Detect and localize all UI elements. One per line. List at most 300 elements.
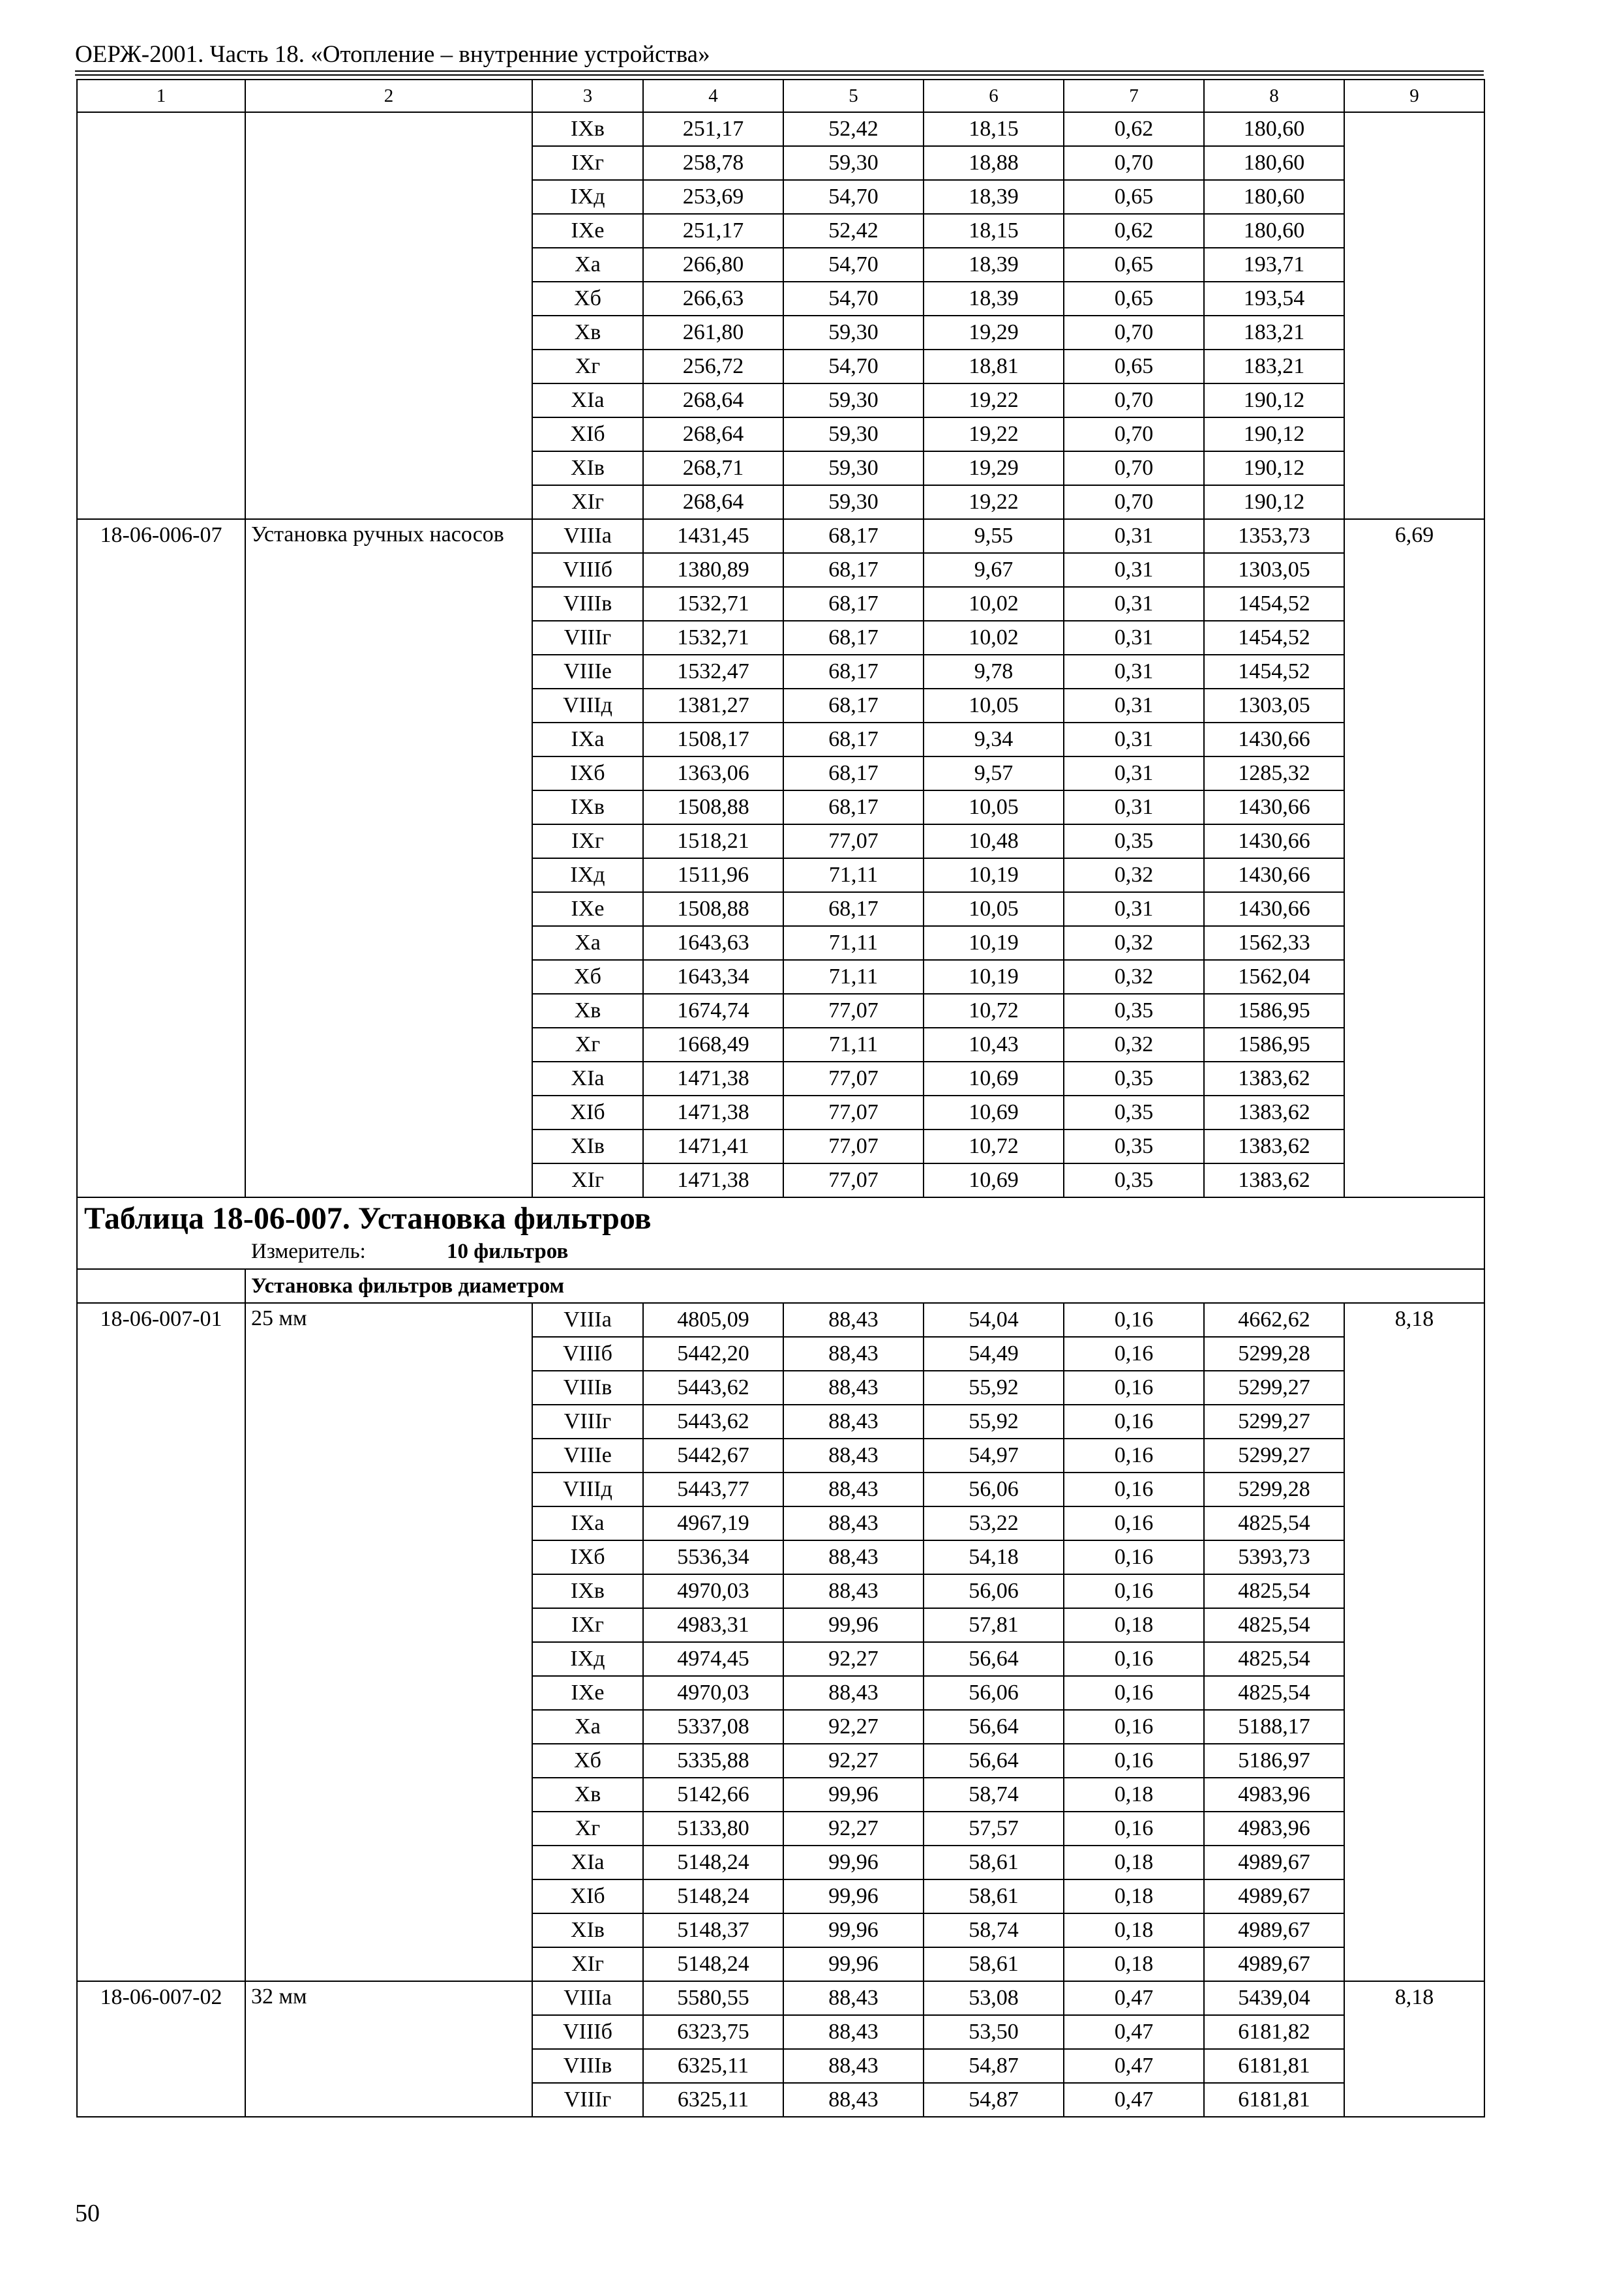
table-title-row bbox=[77, 1197, 1484, 1269]
rate-code bbox=[77, 112, 245, 519]
driver-wage-cell: 0,16 bbox=[1064, 1540, 1204, 1574]
machine-cost-cell: 58,74 bbox=[924, 1778, 1064, 1812]
region-cell: Xв bbox=[532, 994, 643, 1028]
driver-wage-cell: 0,35 bbox=[1064, 1163, 1204, 1197]
region-cell: VIIIб bbox=[532, 2015, 643, 2049]
driver-wage-cell: 0,35 bbox=[1064, 1130, 1204, 1163]
machine-cost-cell: 10,48 bbox=[924, 824, 1064, 858]
wage-cell: 88,43 bbox=[783, 1540, 924, 1574]
driver-wage-cell: 0,16 bbox=[1064, 1642, 1204, 1676]
materials-cost-cell: 6181,81 bbox=[1204, 2083, 1344, 2117]
materials-cost-cell: 4989,67 bbox=[1204, 1913, 1344, 1947]
column-number: 6 bbox=[924, 80, 1064, 112]
wage-cell: 71,11 bbox=[783, 858, 924, 892]
machine-cost-cell: 58,74 bbox=[924, 1913, 1064, 1947]
wage-cell: 88,43 bbox=[783, 2015, 924, 2049]
materials-cost-cell: 1430,66 bbox=[1204, 892, 1344, 926]
direct-cost-cell: 261,80 bbox=[643, 316, 783, 350]
table-row bbox=[77, 1303, 1484, 1337]
machine-cost-cell: 53,22 bbox=[924, 1506, 1064, 1540]
driver-wage-cell: 0,47 bbox=[1064, 2049, 1204, 2083]
header-rule-bottom bbox=[75, 74, 1484, 76]
materials-cost-cell: 5299,27 bbox=[1204, 1371, 1344, 1405]
driver-wage-cell: 0,62 bbox=[1064, 214, 1204, 248]
driver-wage-cell: 0,31 bbox=[1064, 689, 1204, 723]
rate-code: 18-06-007-01 bbox=[77, 1303, 245, 1981]
materials-cost-cell: 4825,54 bbox=[1204, 1676, 1344, 1710]
work-name bbox=[245, 112, 532, 519]
wage-cell: 59,30 bbox=[783, 485, 924, 519]
materials-cost-cell: 190,12 bbox=[1204, 383, 1344, 417]
machine-cost-cell: 10,69 bbox=[924, 1163, 1064, 1197]
direct-cost-cell: 1508,88 bbox=[643, 892, 783, 926]
wage-cell: 59,30 bbox=[783, 316, 924, 350]
wage-cell: 88,43 bbox=[783, 1405, 924, 1439]
machine-cost-cell: 56,64 bbox=[924, 1744, 1064, 1778]
materials-cost-cell: 1454,52 bbox=[1204, 655, 1344, 689]
driver-wage-cell: 0,16 bbox=[1064, 1676, 1204, 1710]
column-number: 9 bbox=[1344, 80, 1484, 112]
column-number: 7 bbox=[1064, 80, 1204, 112]
region-cell: Xг bbox=[532, 1812, 643, 1846]
direct-cost-cell: 266,80 bbox=[643, 248, 783, 282]
driver-wage-cell: 0,16 bbox=[1064, 1405, 1204, 1439]
direct-cost-cell: 1643,34 bbox=[643, 960, 783, 994]
materials-cost-cell: 5299,28 bbox=[1204, 1473, 1344, 1506]
materials-cost-cell: 183,21 bbox=[1204, 316, 1344, 350]
machine-cost-cell: 54,87 bbox=[924, 2083, 1064, 2117]
direct-cost-cell: 5148,24 bbox=[643, 1846, 783, 1879]
driver-wage-cell: 0,35 bbox=[1064, 1096, 1204, 1130]
wage-cell: 68,17 bbox=[783, 655, 924, 689]
driver-wage-cell: 0,65 bbox=[1064, 282, 1204, 316]
machine-cost-cell: 19,22 bbox=[924, 417, 1064, 451]
header-rule-top bbox=[75, 70, 1484, 72]
wage-cell: 68,17 bbox=[783, 892, 924, 926]
wage-cell: 54,70 bbox=[783, 248, 924, 282]
materials-cost-cell: 1285,32 bbox=[1204, 756, 1344, 790]
direct-cost-cell: 5142,66 bbox=[643, 1778, 783, 1812]
driver-wage-cell: 0,16 bbox=[1064, 1506, 1204, 1540]
region-cell: IXг bbox=[532, 146, 643, 180]
materials-cost-cell: 4989,67 bbox=[1204, 1846, 1344, 1879]
materials-cost-cell: 1430,66 bbox=[1204, 858, 1344, 892]
region-cell: VIIIг bbox=[532, 621, 643, 655]
machine-cost-cell: 10,19 bbox=[924, 960, 1064, 994]
direct-cost-cell: 1471,38 bbox=[643, 1096, 783, 1130]
machine-cost-cell: 57,57 bbox=[924, 1812, 1064, 1846]
region-cell: XIв bbox=[532, 1130, 643, 1163]
driver-wage-cell: 0,16 bbox=[1064, 1812, 1204, 1846]
driver-wage-cell: 0,18 bbox=[1064, 1947, 1204, 1981]
region-cell: VIIIд bbox=[532, 689, 643, 723]
direct-cost-cell: 5536,34 bbox=[643, 1540, 783, 1574]
region-cell: XIг bbox=[532, 485, 643, 519]
direct-cost-cell: 1471,41 bbox=[643, 1130, 783, 1163]
direct-cost-cell: 6323,75 bbox=[643, 2015, 783, 2049]
driver-wage-cell: 0,16 bbox=[1064, 1473, 1204, 1506]
materials-cost-cell: 190,12 bbox=[1204, 485, 1344, 519]
driver-wage-cell: 0,65 bbox=[1064, 350, 1204, 383]
machine-cost-cell: 19,22 bbox=[924, 485, 1064, 519]
region-cell: Xа bbox=[532, 248, 643, 282]
direct-cost-cell: 5335,88 bbox=[643, 1744, 783, 1778]
region-cell: Xб bbox=[532, 1744, 643, 1778]
machine-cost-cell: 54,49 bbox=[924, 1337, 1064, 1371]
region-cell: XIа bbox=[532, 383, 643, 417]
wage-cell: 88,43 bbox=[783, 1981, 924, 2015]
materials-cost-cell: 5188,17 bbox=[1204, 1710, 1344, 1744]
machine-cost-cell: 18,15 bbox=[924, 112, 1064, 146]
driver-wage-cell: 0,35 bbox=[1064, 1062, 1204, 1096]
direct-cost-cell: 268,71 bbox=[643, 451, 783, 485]
column-number: 3 bbox=[532, 80, 643, 112]
driver-wage-cell: 0,16 bbox=[1064, 1710, 1204, 1744]
machine-cost-cell: 18,88 bbox=[924, 146, 1064, 180]
wage-cell: 77,07 bbox=[783, 1163, 924, 1197]
direct-cost-cell: 1674,74 bbox=[643, 994, 783, 1028]
region-cell: VIIIг bbox=[532, 2083, 643, 2117]
direct-cost-cell: 1471,38 bbox=[643, 1163, 783, 1197]
wage-cell: 88,43 bbox=[783, 1371, 924, 1405]
machine-cost-cell: 10,69 bbox=[924, 1096, 1064, 1130]
meter-label: Измеритель: bbox=[251, 1240, 366, 1263]
materials-cost-cell: 1353,73 bbox=[1204, 519, 1344, 553]
direct-cost-cell: 268,64 bbox=[643, 417, 783, 451]
wage-cell: 92,27 bbox=[783, 1642, 924, 1676]
rate-code: 18-06-007-02 bbox=[77, 1981, 245, 2117]
region-cell: Xб bbox=[532, 960, 643, 994]
direct-cost-cell: 1518,21 bbox=[643, 824, 783, 858]
wage-cell: 68,17 bbox=[783, 621, 924, 655]
direct-cost-cell: 1532,71 bbox=[643, 587, 783, 621]
wage-cell: 92,27 bbox=[783, 1710, 924, 1744]
direct-cost-cell: 1508,17 bbox=[643, 723, 783, 756]
wage-cell: 71,11 bbox=[783, 926, 924, 960]
wage-cell: 71,11 bbox=[783, 960, 924, 994]
machine-cost-cell: 10,19 bbox=[924, 858, 1064, 892]
direct-cost-cell: 5443,62 bbox=[643, 1371, 783, 1405]
column-number: 4 bbox=[643, 80, 783, 112]
direct-cost-cell: 5133,80 bbox=[643, 1812, 783, 1846]
materials-cost-cell: 183,21 bbox=[1204, 350, 1344, 383]
materials-cost-cell: 1383,62 bbox=[1204, 1096, 1344, 1130]
materials-cost-cell: 5186,97 bbox=[1204, 1744, 1344, 1778]
wage-cell: 59,30 bbox=[783, 383, 924, 417]
driver-wage-cell: 0,32 bbox=[1064, 858, 1204, 892]
materials-cost-cell: 1586,95 bbox=[1204, 1028, 1344, 1062]
driver-wage-cell: 0,18 bbox=[1064, 1879, 1204, 1913]
machine-cost-cell: 54,04 bbox=[924, 1303, 1064, 1337]
driver-wage-cell: 0,65 bbox=[1064, 180, 1204, 214]
direct-cost-cell: 1471,38 bbox=[643, 1062, 783, 1096]
driver-wage-cell: 0,31 bbox=[1064, 723, 1204, 756]
wage-cell: 68,17 bbox=[783, 587, 924, 621]
driver-wage-cell: 0,31 bbox=[1064, 553, 1204, 587]
machine-cost-cell: 10,72 bbox=[924, 994, 1064, 1028]
machine-cost-cell: 18,81 bbox=[924, 350, 1064, 383]
wage-cell: 77,07 bbox=[783, 1130, 924, 1163]
wage-cell: 59,30 bbox=[783, 417, 924, 451]
machine-cost-cell: 10,02 bbox=[924, 621, 1064, 655]
column-number: 5 bbox=[783, 80, 924, 112]
labor-coefficient: 6,69 bbox=[1344, 519, 1484, 1197]
page-number: 50 bbox=[75, 2200, 100, 2227]
region-cell: IXе bbox=[532, 1676, 643, 1710]
direct-cost-cell: 5442,67 bbox=[643, 1439, 783, 1473]
driver-wage-cell: 0,47 bbox=[1064, 2015, 1204, 2049]
table-row bbox=[77, 519, 1484, 553]
materials-cost-cell: 5299,27 bbox=[1204, 1439, 1344, 1473]
table-title-cell bbox=[77, 1197, 1484, 1269]
machine-cost-cell: 18,39 bbox=[924, 282, 1064, 316]
machine-cost-cell: 56,06 bbox=[924, 1574, 1064, 1608]
materials-cost-cell: 1303,05 bbox=[1204, 689, 1344, 723]
wage-cell: 99,96 bbox=[783, 1947, 924, 1981]
region-cell: IXб bbox=[532, 756, 643, 790]
wage-cell: 92,27 bbox=[783, 1812, 924, 1846]
machine-cost-cell: 19,22 bbox=[924, 383, 1064, 417]
machine-cost-cell: 55,92 bbox=[924, 1405, 1064, 1439]
machine-cost-cell: 10,05 bbox=[924, 689, 1064, 723]
region-cell: IXб bbox=[532, 1540, 643, 1574]
direct-cost-cell: 1381,27 bbox=[643, 689, 783, 723]
wage-cell: 68,17 bbox=[783, 553, 924, 587]
machine-cost-cell: 53,08 bbox=[924, 1981, 1064, 2015]
work-name: Установка ручных насосов bbox=[245, 519, 532, 1197]
region-cell: VIIIд bbox=[532, 1473, 643, 1506]
price-table bbox=[76, 79, 1485, 2117]
materials-cost-cell: 5439,04 bbox=[1204, 1981, 1344, 2015]
materials-cost-cell: 1562,04 bbox=[1204, 960, 1344, 994]
wage-cell: 99,96 bbox=[783, 1608, 924, 1642]
materials-cost-cell: 4989,67 bbox=[1204, 1947, 1344, 1981]
driver-wage-cell: 0,32 bbox=[1064, 1028, 1204, 1062]
direct-cost-cell: 5148,24 bbox=[643, 1947, 783, 1981]
wage-cell: 88,43 bbox=[783, 1439, 924, 1473]
meter-line bbox=[84, 1237, 1477, 1268]
region-cell: XIа bbox=[532, 1846, 643, 1879]
work-name: 25 мм bbox=[245, 1303, 532, 1981]
wage-cell: 88,43 bbox=[783, 2083, 924, 2117]
machine-cost-cell: 56,06 bbox=[924, 1473, 1064, 1506]
direct-cost-cell: 258,78 bbox=[643, 146, 783, 180]
driver-wage-cell: 0,62 bbox=[1064, 112, 1204, 146]
machine-cost-cell: 53,50 bbox=[924, 2015, 1064, 2049]
materials-cost-cell: 5299,28 bbox=[1204, 1337, 1344, 1371]
driver-wage-cell: 0,70 bbox=[1064, 451, 1204, 485]
region-cell: Xг bbox=[532, 350, 643, 383]
driver-wage-cell: 0,31 bbox=[1064, 621, 1204, 655]
direct-cost-cell: 5443,62 bbox=[643, 1405, 783, 1439]
wage-cell: 92,27 bbox=[783, 1744, 924, 1778]
direct-cost-cell: 1668,49 bbox=[643, 1028, 783, 1062]
region-cell: VIIIб bbox=[532, 553, 643, 587]
region-cell: VIIIв bbox=[532, 2049, 643, 2083]
machine-cost-cell: 9,78 bbox=[924, 655, 1064, 689]
materials-cost-cell: 4825,54 bbox=[1204, 1608, 1344, 1642]
region-cell: Xа bbox=[532, 926, 643, 960]
direct-cost-cell: 1532,47 bbox=[643, 655, 783, 689]
direct-cost-cell: 4970,03 bbox=[643, 1676, 783, 1710]
region-cell: Xг bbox=[532, 1028, 643, 1062]
materials-cost-cell: 4825,54 bbox=[1204, 1642, 1344, 1676]
driver-wage-cell: 0,31 bbox=[1064, 892, 1204, 926]
region-cell: Xб bbox=[532, 282, 643, 316]
wage-cell: 54,70 bbox=[783, 282, 924, 316]
materials-cost-cell: 180,60 bbox=[1204, 112, 1344, 146]
driver-wage-cell: 0,18 bbox=[1064, 1846, 1204, 1879]
materials-cost-cell: 1430,66 bbox=[1204, 723, 1344, 756]
machine-cost-cell: 58,61 bbox=[924, 1947, 1064, 1981]
wage-cell: 88,43 bbox=[783, 1473, 924, 1506]
empty-cell bbox=[77, 1269, 245, 1303]
region-cell: IXд bbox=[532, 858, 643, 892]
materials-cost-cell: 4989,67 bbox=[1204, 1879, 1344, 1913]
region-cell: IXд bbox=[532, 1642, 643, 1676]
direct-cost-cell: 1532,71 bbox=[643, 621, 783, 655]
wage-cell: 88,43 bbox=[783, 1676, 924, 1710]
region-cell: IXв bbox=[532, 112, 643, 146]
direct-cost-cell: 251,17 bbox=[643, 214, 783, 248]
region-cell: IXе bbox=[532, 892, 643, 926]
machine-cost-cell: 18,39 bbox=[924, 180, 1064, 214]
wage-cell: 99,96 bbox=[783, 1913, 924, 1947]
region-cell: Xв bbox=[532, 316, 643, 350]
driver-wage-cell: 0,47 bbox=[1064, 2083, 1204, 2117]
machine-cost-cell: 9,67 bbox=[924, 553, 1064, 587]
wage-cell: 52,42 bbox=[783, 112, 924, 146]
wage-cell: 52,42 bbox=[783, 214, 924, 248]
rate-code: 18-06-006-07 bbox=[77, 519, 245, 1197]
materials-cost-cell: 1454,52 bbox=[1204, 587, 1344, 621]
materials-cost-cell: 180,60 bbox=[1204, 146, 1344, 180]
driver-wage-cell: 0,16 bbox=[1064, 1371, 1204, 1405]
column-number: 1 bbox=[77, 80, 245, 112]
materials-cost-cell: 1430,66 bbox=[1204, 790, 1344, 824]
document-header: ОЕРЖ-2001. Часть 18. «Отопление – внутренние устройства» bbox=[75, 41, 710, 68]
region-cell: IXв bbox=[532, 790, 643, 824]
materials-cost-cell: 193,71 bbox=[1204, 248, 1344, 282]
region-cell: XIв bbox=[532, 1913, 643, 1947]
driver-wage-cell: 0,35 bbox=[1064, 824, 1204, 858]
driver-wage-cell: 0,18 bbox=[1064, 1913, 1204, 1947]
materials-cost-cell: 4825,54 bbox=[1204, 1506, 1344, 1540]
machine-cost-cell: 19,29 bbox=[924, 451, 1064, 485]
region-cell: Xв bbox=[532, 1778, 643, 1812]
direct-cost-cell: 1643,63 bbox=[643, 926, 783, 960]
region-cell: VIIIа bbox=[532, 1981, 643, 2015]
wage-cell: 71,11 bbox=[783, 1028, 924, 1062]
region-cell: XIб bbox=[532, 1879, 643, 1913]
wage-cell: 68,17 bbox=[783, 519, 924, 553]
wage-cell: 68,17 bbox=[783, 689, 924, 723]
machine-cost-cell: 58,61 bbox=[924, 1846, 1064, 1879]
direct-cost-cell: 268,64 bbox=[643, 383, 783, 417]
driver-wage-cell: 0,35 bbox=[1064, 994, 1204, 1028]
materials-cost-cell: 5299,27 bbox=[1204, 1405, 1344, 1439]
driver-wage-cell: 0,31 bbox=[1064, 519, 1204, 553]
machine-cost-cell: 18,15 bbox=[924, 214, 1064, 248]
wage-cell: 88,43 bbox=[783, 2049, 924, 2083]
meter-value: 10 фильтров bbox=[447, 1240, 569, 1263]
machine-cost-cell: 10,02 bbox=[924, 587, 1064, 621]
driver-wage-cell: 0,16 bbox=[1064, 1337, 1204, 1371]
direct-cost-cell: 4970,03 bbox=[643, 1574, 783, 1608]
direct-cost-cell: 6325,11 bbox=[643, 2049, 783, 2083]
region-cell: IXа bbox=[532, 1506, 643, 1540]
machine-cost-cell: 10,19 bbox=[924, 926, 1064, 960]
materials-cost-cell: 1383,62 bbox=[1204, 1163, 1344, 1197]
driver-wage-cell: 0,31 bbox=[1064, 790, 1204, 824]
machine-cost-cell: 10,72 bbox=[924, 1130, 1064, 1163]
region-cell: VIIIа bbox=[532, 1303, 643, 1337]
driver-wage-cell: 0,16 bbox=[1064, 1744, 1204, 1778]
wage-cell: 99,96 bbox=[783, 1879, 924, 1913]
region-cell: IXг bbox=[532, 1608, 643, 1642]
materials-cost-cell: 1383,62 bbox=[1204, 1130, 1344, 1163]
materials-cost-cell: 190,12 bbox=[1204, 417, 1344, 451]
machine-cost-cell: 9,55 bbox=[924, 519, 1064, 553]
materials-cost-cell: 5393,73 bbox=[1204, 1540, 1344, 1574]
machine-cost-cell: 56,64 bbox=[924, 1642, 1064, 1676]
region-cell: IXд bbox=[532, 180, 643, 214]
region-cell: XIв bbox=[532, 451, 643, 485]
driver-wage-cell: 0,18 bbox=[1064, 1778, 1204, 1812]
wage-cell: 99,96 bbox=[783, 1846, 924, 1879]
materials-cost-cell: 6181,81 bbox=[1204, 2049, 1344, 2083]
direct-cost-cell: 1508,88 bbox=[643, 790, 783, 824]
region-cell: XIа bbox=[532, 1062, 643, 1096]
wage-cell: 59,30 bbox=[783, 146, 924, 180]
region-cell: VIIIг bbox=[532, 1405, 643, 1439]
machine-cost-cell: 9,57 bbox=[924, 756, 1064, 790]
materials-cost-cell: 4983,96 bbox=[1204, 1778, 1344, 1812]
materials-cost-cell: 4983,96 bbox=[1204, 1812, 1344, 1846]
driver-wage-cell: 0,31 bbox=[1064, 587, 1204, 621]
materials-cost-cell: 1303,05 bbox=[1204, 553, 1344, 587]
machine-cost-cell: 18,39 bbox=[924, 248, 1064, 282]
direct-cost-cell: 1431,45 bbox=[643, 519, 783, 553]
column-number: 8 bbox=[1204, 80, 1344, 112]
machine-cost-cell: 10,69 bbox=[924, 1062, 1064, 1096]
driver-wage-cell: 0,47 bbox=[1064, 1981, 1204, 2015]
driver-wage-cell: 0,70 bbox=[1064, 383, 1204, 417]
region-cell: XIб bbox=[532, 417, 643, 451]
labor-coefficient bbox=[1344, 112, 1484, 519]
materials-cost-cell: 6181,82 bbox=[1204, 2015, 1344, 2049]
materials-cost-cell: 1430,66 bbox=[1204, 824, 1344, 858]
region-cell: IXв bbox=[532, 1574, 643, 1608]
materials-cost-cell: 1454,52 bbox=[1204, 621, 1344, 655]
driver-wage-cell: 0,31 bbox=[1064, 756, 1204, 790]
column-number-row bbox=[77, 80, 1484, 112]
direct-cost-cell: 266,63 bbox=[643, 282, 783, 316]
direct-cost-cell: 4983,31 bbox=[643, 1608, 783, 1642]
direct-cost-cell: 4967,19 bbox=[643, 1506, 783, 1540]
direct-cost-cell: 6325,11 bbox=[643, 2083, 783, 2117]
table-row bbox=[77, 1981, 1484, 2015]
machine-cost-cell: 9,34 bbox=[924, 723, 1064, 756]
machine-cost-cell: 54,87 bbox=[924, 2049, 1064, 2083]
direct-cost-cell: 1380,89 bbox=[643, 553, 783, 587]
direct-cost-cell: 268,64 bbox=[643, 485, 783, 519]
wage-cell: 68,17 bbox=[783, 756, 924, 790]
direct-cost-cell: 256,72 bbox=[643, 350, 783, 383]
materials-cost-cell: 180,60 bbox=[1204, 180, 1344, 214]
direct-cost-cell: 4974,45 bbox=[643, 1642, 783, 1676]
wage-cell: 77,07 bbox=[783, 824, 924, 858]
